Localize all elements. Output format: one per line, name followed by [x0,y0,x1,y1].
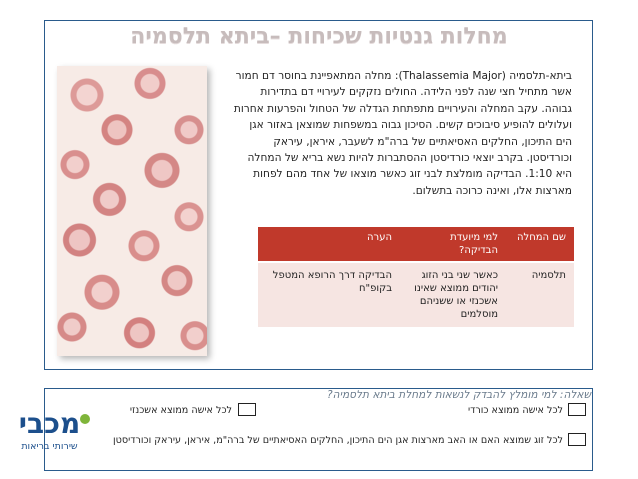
table-header-row [258,227,574,262]
option-kurdish-label: לכל אישה ממוצא כורדי [468,405,563,416]
page-title: מחלות גנטיות שכיחות –ביתא תלסמיה [130,24,508,49]
description-text: מחלה המתאפיינת בחוסר דם חמור אשר מתחיל חצי שנה לפני הלידה. החולים נזקקים לעירויי דם בתדירות גבוהה. עקב המחלה והעירויים מתפתחת הגדלה של הטחול והפרעות אחרות ועלולים להופיע סיבוכים קשים. הסיכון גבוה במשפחות שמוצאן באזור אגן הים התיכון, החלקים האסיאתיים של ברה"מ לשעבר, איראן, עיראק וכורדיסטן. בקרב יוצאי כורדיסטן ההסתברות להיות נשא בריא של המחלה היא 1:10. הבדיקה מומלצת לבני זוג כאשר מוצאו של אחד מהם לפחות מארצות אלו, ואינה כרוכה בתשלום. [233,70,572,197]
disease-term: ביתא-תלסמיה (Thalassemia Major): [394,70,572,82]
option-mediterranean-label: לכל זוג שמוצא האם או האב מארצות אגן הים התיכון, החלקים האסיאתיים של ברה"מ, איראן, עיראק וכורדיסטן [113,435,563,446]
description-paragraph [232,68,572,199]
disease-table [258,227,574,327]
cell-note: הבדיקה דרך הרופא המטפל בקופ"ח [258,262,400,327]
logo-dot-icon [80,414,90,424]
header-intended-for: למי מיועדת הבדיקה? [400,227,506,262]
option-ashkenazi-checkbox[interactable] [238,403,256,416]
table-row [258,262,574,327]
cell-intended-for: כאשר שני בני הזוג יהודים ממוצא שאינו אשכנזי או ששניהם מוסלמים [400,262,506,327]
option-ashkenazi-label: לכל אישה ממוצא אשכנזי [129,405,232,416]
option-mediterranean-checkbox[interactable] [568,433,586,446]
blood-smear-photo [57,66,207,356]
header-note: הערה [258,227,400,262]
logo-subtitle: שירותי בריאות [21,441,78,452]
option-kurdish-checkbox[interactable] [568,403,586,416]
logo-name: מכבי [18,407,81,440]
cell-disease-name: תלסמיה [506,262,574,327]
question-prompt: שאלה: למי מומלץ להבדק לנשאות למחלת ביתא תלסמיה? [327,389,591,401]
header-disease-name: שם המחלה [506,227,574,262]
maccabi-logo [2,408,97,470]
